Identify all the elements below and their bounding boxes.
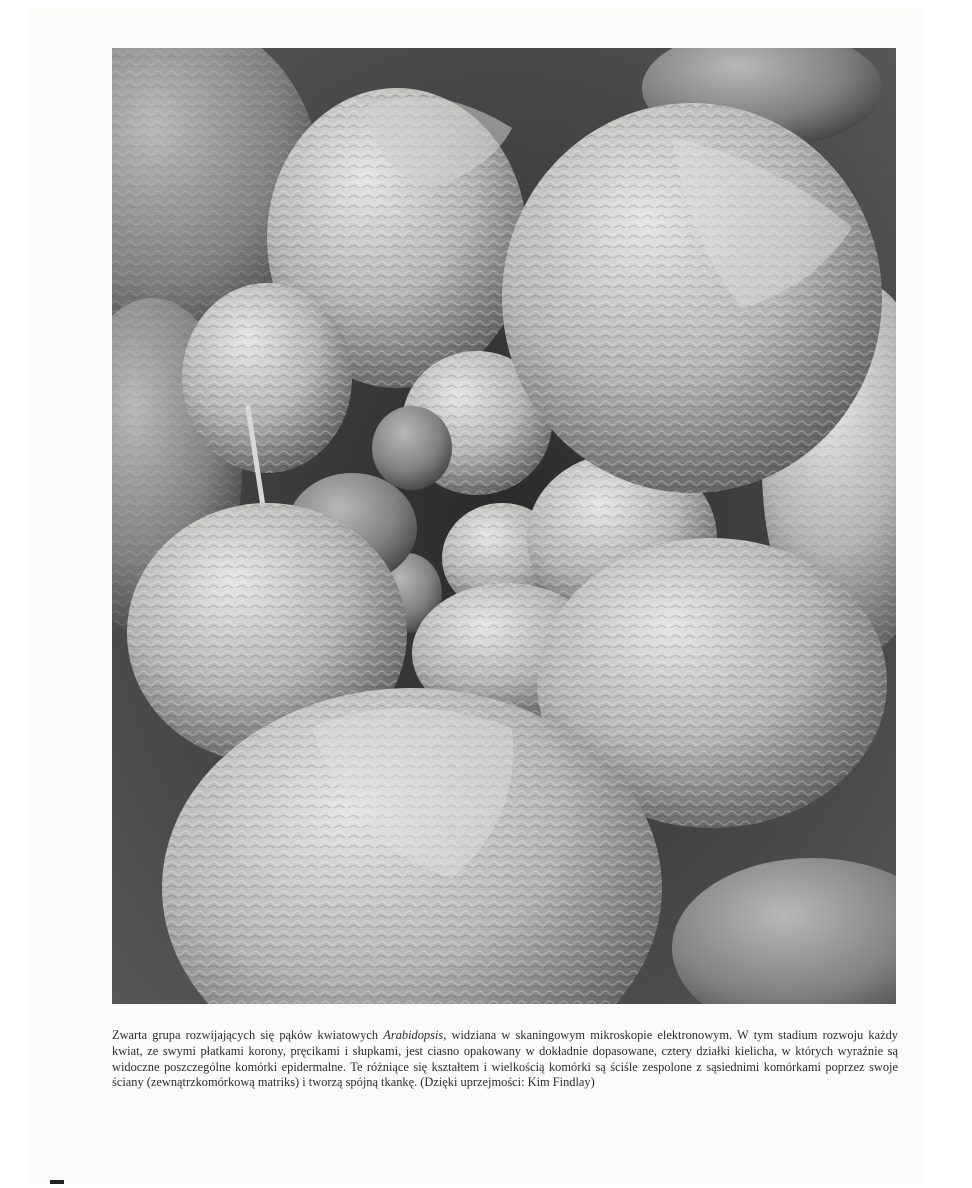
caption-species-name: Arabidopsis xyxy=(383,1028,444,1043)
page-edge-mark xyxy=(50,1180,64,1184)
caption-text-part1: Zwarta grupa rozwijających się pąków kwiatowych xyxy=(112,1028,384,1043)
caption-text-part2: , widziana w skaningowym mikroskopie elektronowym. W tym stadium rozwoju każdy kwiat, ze swymi płatkami korony, pręcikami i słupkami, jest ciasno opakowany w dokładnie dopasowane, cztery działki kielicha, w których wyraźnie są widoczne poszczególne komórki epidermalne. Te różniące się kształtem i wielkością komórki są ściśle zespolone z sąsiednimi komórkami poprzez swoje ściany (zewnątrzkomórkową matriks) i tworzą spójną tkankę. (Dzięki uprzejmości: Kim Findlay) xyxy=(112,1028,898,1090)
sem-micrograph-image xyxy=(112,48,896,1004)
figure-caption xyxy=(112,1028,898,1090)
